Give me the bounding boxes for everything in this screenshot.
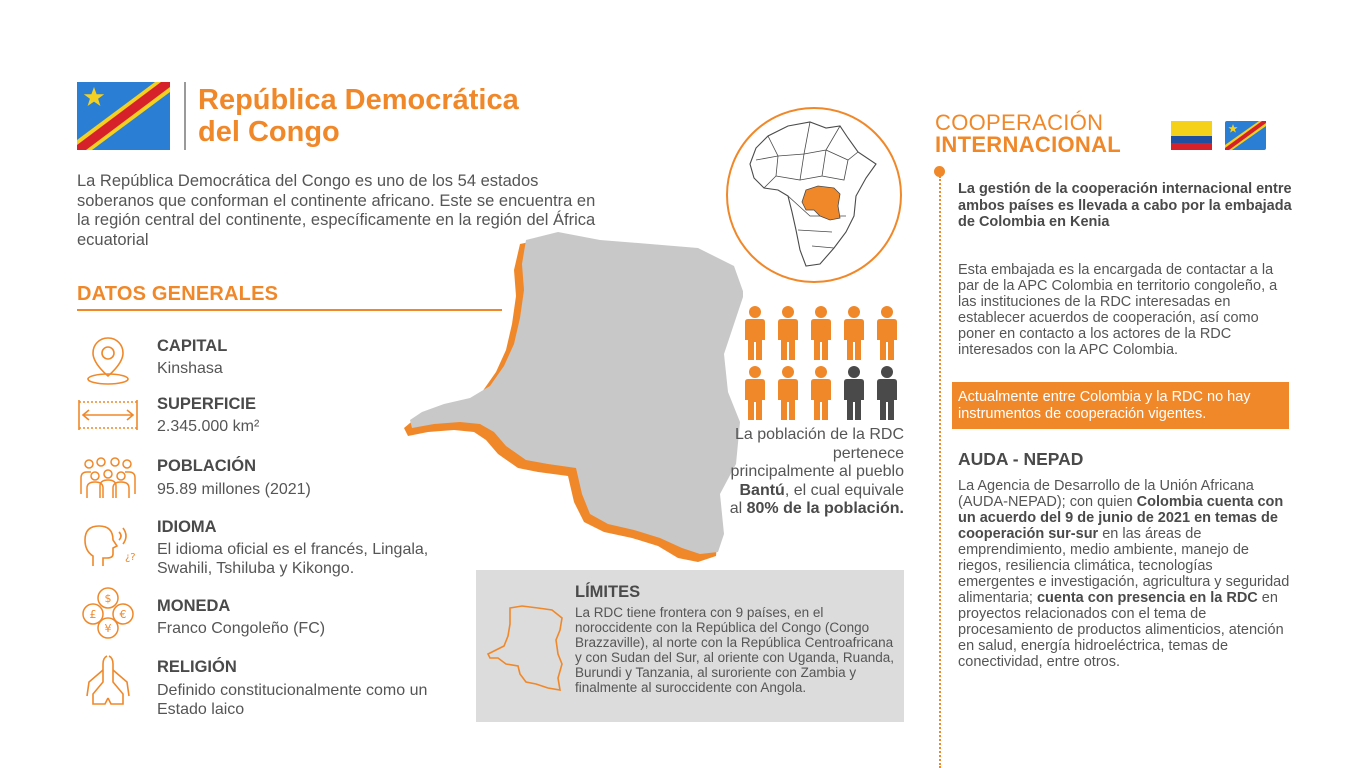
cooperacion-lead: La gestión de la cooperación internacional entre ambos países es llevada a cabo por la embajada de Colombia en Kenia (958, 181, 1292, 230)
speaking-head-icon (77, 518, 139, 572)
person-icon-bantu (844, 306, 864, 360)
fact-value-religion: Definido constitucionalmente como un Estado laico (157, 682, 428, 718)
person-icon-other (844, 366, 864, 420)
cooperacion-heading-line2: INTERNACIONAL (935, 132, 1122, 157)
fact-value-idioma: El idioma oficial es el francés, Lingala, Swahili, Tshiluba y Kikongo. (157, 541, 429, 577)
fact-title-idioma: IDIOMA (157, 518, 217, 536)
svg-text:£: £ (89, 608, 97, 621)
population-caption (728, 426, 904, 519)
auda-bold-2: cuenta con presencia en la RDC (1036, 590, 1258, 606)
person-icon-bantu (745, 306, 765, 360)
population-caption-percent: 80% de la población. (746, 500, 904, 517)
page-title-line2: del Congo (198, 116, 340, 148)
person-icon-bantu (778, 306, 798, 360)
fact-title-moneda: MONEDA (157, 597, 231, 615)
svg-text:¥: ¥ (104, 622, 112, 635)
svg-text:€: € (119, 608, 127, 621)
person-icon-bantu (778, 366, 798, 420)
auda-text-2: en las áreas de emprendimiento, medio ambiente, manejo de riegos, resiliencia climática, tecnologías emergentes e investigación, agricultura y seguridad alimentaria; (958, 526, 1290, 606)
svg-text:$: $ (104, 592, 112, 605)
title-divider (184, 82, 186, 150)
people-group-icon (77, 454, 139, 508)
cooperacion-body: Esta embajada es la encargada de contactar a la par de la APC Colombia en territorio congoleño, a las instituciones de la RDC interesadas en establecer acuerdos de cooperación, así como poner en contacto a los actores de la RDC interesados con la APC Colombia. (958, 262, 1278, 358)
drc-flag-small-icon (1225, 121, 1266, 150)
page-title (198, 84, 618, 148)
auda-text-3: en proyectos relacionados con el tema de procesamiento de productos alimenticios, atención en salud, energía hidroeléctrica, temas de conectividad, entre otros. (958, 590, 1284, 670)
drc-flag-icon (77, 82, 170, 150)
person-icon-bantu (811, 366, 831, 420)
fact-title-poblacion: POBLACIÓN (157, 457, 256, 475)
timeline-line (939, 176, 941, 768)
africa-locator-map (748, 120, 880, 270)
location-pin-icon (77, 334, 139, 388)
currency-coins-icon (77, 586, 139, 640)
fact-title-capital: CAPITAL (157, 337, 228, 355)
limites-title: LÍMITES (575, 583, 641, 601)
auda-body (958, 478, 1293, 670)
fact-title-superficie: SUPERFICIE (157, 395, 257, 413)
limites-text: La RDC tiene frontera con 9 países, en el noroccidente con la República del Congo (Congo Brazzaville), al norte con la República Centroafricana y con Sudan del Sur, al oriente con Uganda, Ruanda, Burundi y Tanzania, al suroriente con Zambia y finalmente al suroccidente con Angola. (575, 605, 894, 695)
fact-value-moneda: Franco Congoleño (FC) (157, 620, 326, 637)
fact-value-superficie: 2.345.000 km² (157, 418, 260, 435)
person-icon-bantu (877, 306, 897, 360)
fact-value-poblacion: 95.89 millones (2021) (157, 481, 311, 498)
intro-paragraph: La República Democrática del Congo es uno de los 54 estados soberanos que conforman el continente africano. Este se encuentra en la región central del continente, específicamente en la región del África ecuatorial (77, 172, 596, 249)
population-caption-bantu: Bantú (739, 481, 785, 499)
population-caption-pre: La población de la RDC pertenece principalmente al pueblo (730, 426, 904, 480)
auda-bold-1: Colombia cuenta con un acuerdo del 9 de junio de 2021 en temas de cooperación sur-sur (958, 494, 1284, 542)
cooperacion-highlight: Actualmente entre Colombia y la RDC no hay instrumentos de cooperación vigentes. (952, 382, 1289, 429)
colombia-flag-icon (1171, 121, 1212, 150)
auda-title: AUDA - NEPAD (958, 449, 1084, 469)
area-measure-icon (77, 392, 139, 446)
person-icon-other (877, 366, 897, 420)
person-icon-bantu (745, 366, 765, 420)
page-title-line1: República Democrática (198, 84, 519, 116)
fact-title-religion: RELIGIÓN (157, 658, 237, 676)
auda-text-1: La Agencia de Desarrollo de la Unión Africana (AUDA-NEPAD); con quien (958, 478, 1254, 510)
population-caption-mid: , el cual equivale al (729, 481, 904, 517)
drc-country-map (398, 232, 743, 567)
fact-value-capital: Kinshasa (157, 360, 223, 377)
datos-generales-heading: DATOS GENERALES (77, 283, 279, 305)
person-icon-bantu (811, 306, 831, 360)
population-pictogram (742, 304, 902, 420)
svg-text:¿?: ¿? (125, 552, 136, 563)
praying-hands-icon (77, 652, 139, 706)
cooperacion-heading-line1: COOPERACIÓN (935, 110, 1104, 135)
drc-outline-icon (486, 604, 566, 694)
